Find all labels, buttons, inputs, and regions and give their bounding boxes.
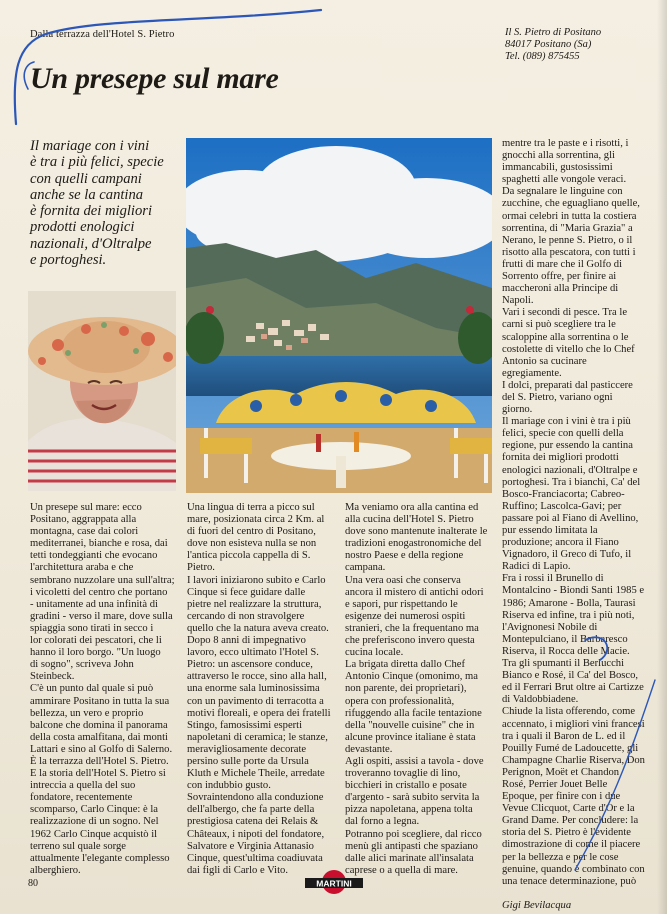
body-line: risotto alla pescatora, con tutti i (502, 246, 636, 258)
body-line: Steinbeck. (30, 671, 75, 683)
body-line: opera con professionalità, (345, 695, 455, 707)
body-line: con un pavimento di terracotta a (187, 695, 324, 707)
body-line: Sorrento offre, per finire ai (502, 271, 617, 283)
body-line: tetti tondeggianti che evocano (30, 550, 158, 562)
body-line: Ma veniamo ora alla cantina ed (345, 502, 479, 513)
body-line: di Valdobbiadene. (502, 694, 579, 706)
lede-line: con quelli campani (30, 170, 142, 187)
body-line: esigenze dei numerosi ospiti (345, 610, 466, 622)
body-line: dimostrazione di come il piacere (502, 839, 641, 851)
body-line: fornita dei migliori prodotti (502, 452, 619, 464)
body-line: l'Avignonesi Nobile di (502, 621, 598, 633)
body-line: storia del S. Pietro è l'evidente (502, 827, 632, 839)
portrait-photo (28, 291, 176, 491)
body-line: gradini - verso il mare, dove sulla (30, 610, 173, 622)
body-line: stranieri, che la frequentano ma (345, 622, 479, 634)
body-line: I dolci, preparati dal pasticcere (502, 379, 633, 391)
body-line: dove non esisteva nulla se non (187, 538, 317, 550)
body-line: nostro Paese e della regione (345, 550, 464, 562)
body-line: I lavori iniziarono subito e Carlo (187, 574, 326, 586)
body-line: fondatore, recentemente (30, 792, 133, 804)
lede (30, 138, 185, 268)
body-line: Montalcino - Biondi Santi 1985 e (502, 585, 645, 597)
body-line: zucchine, che eguagliano quelle, (502, 198, 640, 210)
body-line: dell'albergo, che fa parte della (187, 804, 315, 816)
lede-line: è fornita dei migliori (30, 203, 153, 220)
page-number: 80 (28, 878, 38, 889)
body-column-2 (187, 502, 335, 877)
body-line: Salvatore e Virginia Attanasio (187, 840, 314, 852)
body-line: mediterranei, bianche e rosa, dai (30, 538, 168, 550)
body-line: maccheroni alla Principe di (502, 283, 619, 295)
body-line: Bosco-Franciacorta; Cabreo- (502, 488, 625, 500)
kicker: Dalla terrazza dell'Hotel S. Pietro (30, 29, 175, 40)
body-line: Montepulciano, il Barbaresco (502, 633, 628, 645)
body-line: menù gli antipasti che spaziano (345, 840, 478, 852)
body-line: ancora il mistero di antichi odori (345, 586, 484, 598)
body-line: non parente, dei proprietari), (345, 683, 467, 695)
body-line: Sovraintendono alla conduzione (187, 792, 324, 804)
body-line: Pouilly Fumé de Ladoucette, gli (502, 742, 639, 754)
body-line: che preferiscono invero questa (345, 635, 475, 647)
body-line: Grand Dame. Per concludere: la (502, 815, 639, 827)
body-line: prestigiosa catena dei Relais & (187, 816, 319, 828)
body-line: intreccia a quella del suo (30, 780, 136, 792)
body-line: lavoro, ecco ultimato l'Hotel S. (187, 647, 319, 659)
body-line: Dopo 8 anni di impegnativo (187, 635, 306, 647)
body-line: La brigata diretta dallo Chef (345, 659, 466, 671)
body-line: dalle alici marinate all'insalata (345, 852, 474, 864)
body-line: Una lingua di terra a picco sul (187, 502, 315, 513)
body-line: Champagne Charlie Riserva, Don (502, 754, 645, 766)
body-line: Vevue Clicquot, Carte d'Or e la (502, 803, 635, 815)
body-line: C'è un punto dal quale si può (30, 683, 154, 695)
body-line: Antonio Cinque (omonimo, ma (345, 671, 479, 683)
body-line: una enorme sala luminosissima (187, 683, 320, 695)
body-line: motivi floreali, e opera dei fratelli (187, 707, 331, 719)
body-line: Riserva, il Rocca delle Macie. (502, 645, 630, 657)
body-line: Fra i rossi il Brunello di (502, 573, 604, 585)
logo-wordmark: MARTINI (316, 878, 352, 889)
body-line: giorno. (502, 404, 533, 416)
lede-line: e portoghesi. (30, 252, 107, 269)
body-line: Nerano, le penne S. Pietro, o il (502, 234, 633, 246)
body-line: bicchieri in cristallo e posate (345, 780, 467, 792)
body-line: una tenace determinazione, può (502, 875, 637, 887)
body-line: accennato, i migliori vini francesi (502, 718, 645, 730)
lede-line: Il mariage con i vini (30, 138, 150, 154)
body-line: Ruffino; Lascolca-Gavi; per (502, 500, 622, 512)
body-line: i vicoletti del centro che portano (30, 586, 168, 598)
body-line: Antonio sa cucinare (502, 355, 587, 367)
headline: Un presepe sul mare (30, 62, 279, 95)
body-line: Cinque, quest'ultima coadiuvata (187, 852, 323, 864)
body-line: Châteaux, i nipoti del fondatore, (187, 828, 325, 840)
body-line: attualmente l'elegante complesso (30, 852, 170, 864)
body-line: Riserva ed infine, tra i più noti, (502, 609, 635, 621)
body-line: balcone che domina il panorama (30, 719, 168, 731)
body-line: 1962 Carlo Cinque acquistò il (30, 828, 158, 840)
body-column-3 (345, 502, 493, 877)
address-line-3: Tel. (089) 875455 (505, 51, 580, 62)
body-line: Potranno poi scegliere, dal ricco (345, 828, 482, 840)
body-line: della "nouvelle cuisine" che in (345, 719, 475, 731)
body-line: sembrano nuzzolare una sull'altra; (30, 574, 175, 586)
lede-line: anche se la cantina (30, 186, 144, 203)
body-line: quello che la natura aveva creato. (187, 622, 329, 634)
body-line: portoghesi. Tra i bianchi, Ca' del (502, 476, 641, 488)
body-line: dal forno a legna. (345, 816, 420, 828)
body-column-4 (502, 138, 660, 912)
body-line: pur essendo limitata la (502, 525, 598, 536)
body-line: dai figli di Carlo e Vito. (187, 864, 288, 876)
lede-line: nazionali, d'Oltralpe (30, 235, 152, 252)
body-line: persino sulle porte da Ursula (187, 755, 309, 767)
body-line: cercando di non stravolgere (187, 610, 305, 622)
body-line: attraverso le rocce, sino alla hall, (187, 671, 327, 683)
hotel-address (505, 27, 655, 63)
body-line: Il mariage con i vini è tra i più (502, 416, 631, 428)
body-line: - unitamente ad una infinità di (30, 598, 158, 610)
body-line: montagna, case dai colori (30, 526, 139, 538)
body-line: spaghetti alle vongole veraci. (502, 174, 627, 186)
body-line: spiaggia sono tirati in secco i (30, 622, 154, 634)
body-line: l'antica piccola cappella di S. (187, 550, 311, 562)
body-line: ammirare Positano in tutta la sua (30, 695, 170, 707)
body-line: del S. Pietro, variano ogni (502, 391, 613, 403)
body-line: Una vera oasi che conserva (345, 574, 461, 586)
body-line: Vignadoro, il Greco di Tufo, il (502, 549, 632, 561)
body-line: cucina locale. (345, 647, 404, 659)
body-line: Un presepe sul mare: ecco (30, 502, 142, 513)
body-line: troveranno tovaglie di lino, (345, 768, 461, 780)
body-line: gnocchi alla sorrentina, gli (502, 150, 615, 162)
body-line: E la storia dell'Hotel S. Pietro si (30, 768, 166, 780)
body-line: mare, posizionata circa 2 Km. al (187, 514, 325, 526)
body-line: Chiude la lista offerendo, come (502, 706, 636, 718)
body-line: della costa amalfitana, dai monti (30, 731, 168, 743)
body-line: regione, pur essendo la cantina (502, 440, 633, 452)
body-line: Positano, aggrappata alla (30, 514, 137, 526)
body-line: meravigliosamente decorate (187, 743, 307, 755)
body-line: dove sono mantenute inalterate le (345, 526, 488, 538)
body-line: tra i quali il Baron de L. ed il (502, 730, 626, 742)
body-line: Pietro: un ascensore conduce, (187, 659, 313, 671)
address-line-2: 84017 Positano (Sa) (505, 39, 592, 50)
body-line: campana. (345, 562, 386, 574)
body-line: enologici nazionali, d'Oltralpe e (502, 464, 638, 476)
body-line: di fuori del centro di Positano, (187, 526, 316, 538)
body-line: Epoque, per finire con i due (502, 791, 621, 803)
body-line: Cinque si fece guidare dalle (187, 586, 306, 598)
author-signature: Gigi Bevilacqua (502, 899, 572, 911)
body-line: con indubbio gusto. (187, 780, 271, 792)
body-line: Da segnalare le linguine con (502, 186, 623, 198)
body-line: Kluth e Michele Theile, arredate (187, 768, 325, 780)
body-line: Radici di Lapio. (502, 561, 571, 573)
martini-logo (299, 868, 369, 900)
lede-line: è tra i più felici, specie (30, 154, 164, 171)
body-line: Perignon, Moët et Chandon (502, 766, 620, 778)
body-line: alberghiero. (30, 864, 81, 876)
body-line: rifuggendo alla facile tentazione (345, 707, 482, 719)
body-line: passare poi al Fiano di Avellino, (502, 512, 639, 524)
body-line: tradizioni enogastronomiche del (345, 538, 482, 550)
body-line: pietre nel realizzare la struttura, (187, 598, 322, 610)
body-line: realizzazione di un sogno. Nel (30, 816, 159, 828)
body-line: terreno sul quale sorge (30, 840, 127, 852)
body-line: alla cucina dell'Hotel S. Pietro (345, 514, 474, 526)
body-line: alcune province italiane è stata (345, 731, 476, 743)
body-line: di sogno", scriveva John (30, 659, 134, 671)
body-line: l'architettura araba e che (30, 562, 134, 574)
body-line: napoletani di ceramica; le stanze, (187, 731, 328, 743)
lede-line: prodotti enologici (30, 219, 135, 236)
body-line: produzione; ancora il Fiano (502, 537, 619, 549)
body-line: Bianco e Rosé, il Ca' del Bosco, (502, 670, 639, 682)
body-line: devastante. (345, 743, 393, 755)
body-line: scaloppine alla sorrentina o le (502, 331, 629, 343)
body-line: caprese o a quella di mare. (345, 864, 458, 876)
body-line: lor colorati dei pescatori, che li (30, 635, 162, 647)
body-line: egregiamente. (502, 367, 562, 379)
body-line: felici, specie con quelli della (502, 428, 624, 440)
body-line: Lattari e sino al Golfo di Salerno. (30, 743, 173, 755)
body-line: carni si può scegliere tra le (502, 319, 616, 331)
body-line: È la terrazza dell'Hotel S. Pietro. (30, 755, 169, 767)
body-line: scomparso, Carlo Cinque: è la (30, 804, 158, 816)
body-line: Napoli. (502, 295, 534, 307)
body-line: d'argento - sarà subito servita la (345, 792, 480, 804)
body-line: ormai celebri in tutta la costiera (502, 210, 637, 222)
hero-terrace-photo (186, 138, 492, 493)
body-line: Agli ospiti, assisi a tavola - dove (345, 755, 484, 767)
body-line: genuine, quando è combinato con (502, 863, 645, 875)
body-line: pizza napoletana, appena tolta (345, 804, 473, 816)
body-line: costolette di vitello che lo Chef (502, 343, 635, 355)
body-line: e sapori, pur rispettando le (345, 598, 458, 610)
body-line: Vari i secondi di pesce. Tra le (502, 307, 628, 319)
body-line: immancabili, gustosissimi (502, 162, 613, 174)
body-line: 1986; Amarone - Bolla, Taurasi (502, 597, 636, 609)
body-line: hanno il loro borgo. "Un luogo (30, 647, 161, 659)
body-line: Pietro. (187, 562, 215, 574)
body-line: Tra gli spumanti il Berlucchi (502, 658, 625, 670)
body-line: Stingo, famosissimi esperti (187, 719, 303, 731)
body-line: mentre tra le paste e i risotti, i (502, 138, 629, 149)
body-line: sorrentina, di "Maria Grazia" a (502, 222, 633, 234)
body-line: bellezza, un vero e proprio (30, 707, 144, 719)
body-column-1 (30, 502, 178, 877)
body-line: frutti di mare che il Golfo di (502, 258, 623, 270)
body-line: ed il Ferrari Brut oltre ai Cartizze (502, 682, 644, 694)
body-line: Rosé, Perrier Jouet Belle (502, 778, 608, 790)
address-line-1: Il S. Pietro di Positano (505, 27, 602, 38)
body-line: per la bellezza e per le cose (502, 851, 619, 863)
